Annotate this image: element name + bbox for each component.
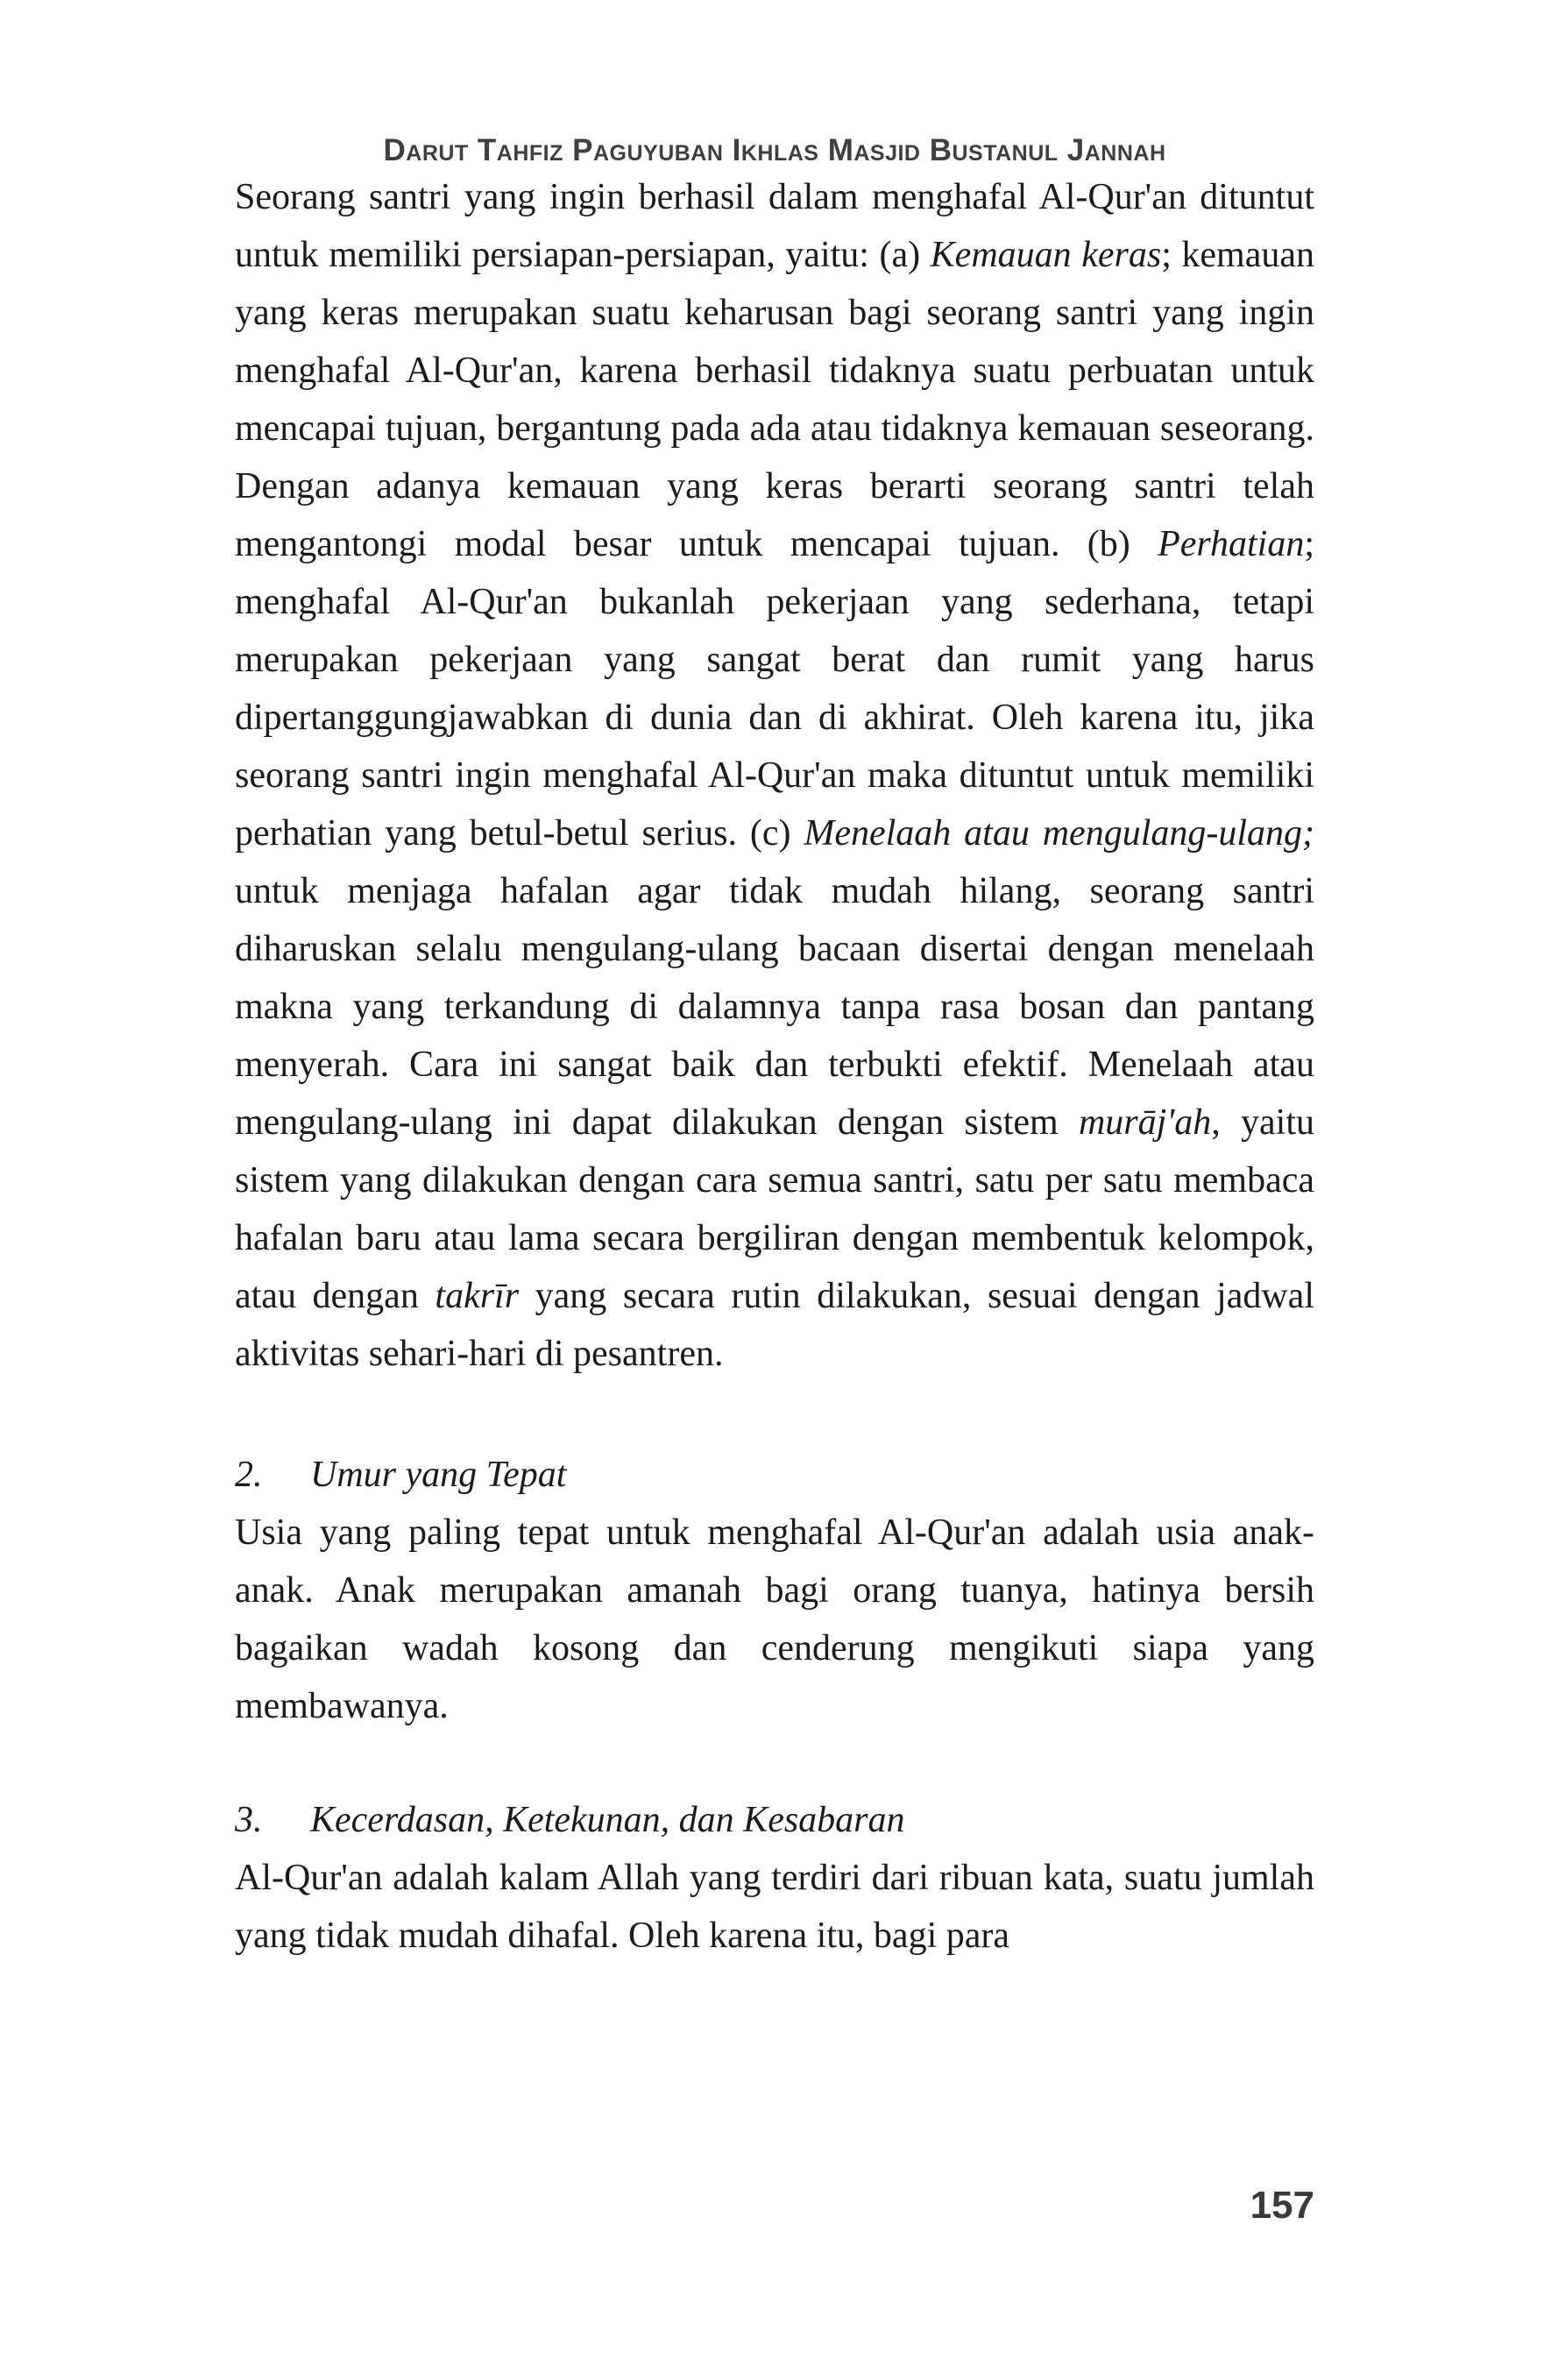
section-heading-kecerdasan bbox=[235, 1791, 1314, 1849]
body-text: ; kemauan yang keras merupakan suatu keharusan bagi seorang santri yang ingin menghafal Al-Qur'an, karena berhasil tidaknya suatu perbuatan untuk mencapai tujuan, bergantung pada ada atau tidaknya kemauan seseorang. Dengan adanya kemauan yang keras berarti seorang santri telah mengantongi modal besar untuk mencapai tujuan. (b) bbox=[235, 235, 1314, 564]
body-text: , yaitu sistem yang dilakukan dengan cara semua santri, satu per satu membaca hafalan baru atau lama secara bergiliran dengan membentuk kelompok, atau dengan bbox=[235, 1102, 1314, 1316]
section-number: 3. bbox=[235, 1800, 263, 1840]
running-header: Darut Tahfiz Paguyuban Ikhlas Masjid Bustanul Jannah bbox=[383, 133, 1166, 167]
body-text: Seorang santri yang ingin berhasil dalam menghafal Al-Qur'an dituntut untuk memiliki persiapan-persiapan, yaitu: (a) bbox=[235, 177, 1314, 275]
section-title: Umur yang Tepat bbox=[310, 1455, 567, 1495]
body-text: yang secara rutin dilakukan, sesuai dengan jadwal aktivitas sehari-hari di pesantren. bbox=[235, 1276, 1314, 1374]
section-number: 2. bbox=[235, 1455, 263, 1495]
page-number: 157 bbox=[1250, 2184, 1314, 2227]
body-text: untuk menjaga hafalan agar tidak mudah hilang, seorang santri diharuskan selalu mengulang-ulang bacaan disertai dengan menelaah makna yang terkandung di dalamnya tanpa rasa bosan dan pantang menyerah. Cara ini sangat baik dan terbukti efektif. Menelaah atau mengulang-ulang ini dapat dilakukan dengan sistem bbox=[235, 871, 1314, 1143]
emphasized-text: Kemauan keras bbox=[930, 235, 1162, 275]
body-text: ; menghafal Al-Qur'an bukanlah pekerjaan yang sederhana, tetapi merupakan pekerjaan yang sangat berat dan rumit yang harus dipertanggungjawabkan di dunia dan di akhirat. Oleh karena itu, jika seorang santri ingin menghafal Al-Qur'an maka dituntut untuk memiliki perhatian yang betul-betul serius. (c) bbox=[235, 524, 1314, 854]
body-paragraph-preparations bbox=[235, 168, 1314, 1383]
body-paragraph-kecerdasan: Al-Qur'an adalah kalam Allah yang terdiri dari ribuan kata, suatu jumlah yang tidak mudah dihafal. Oleh karena itu, bagi para bbox=[235, 1858, 1314, 1956]
emphasized-text: takrīr bbox=[435, 1276, 520, 1316]
section-heading-umur-yang-tepat bbox=[235, 1446, 1314, 1504]
text-block bbox=[235, 0, 1314, 1965]
emphasized-text: Menelaah atau mengulang-ulang; bbox=[804, 813, 1315, 854]
body-paragraph-umur-yang-tepat: Usia yang paling tepat untuk menghafal Al-Qur'an adalah usia anak-anak. Anak merupakan amanah bagi orang tuanya, hatinya bersih bagaikan wadah kosong dan cenderung mengikuti siapa yang membawanya. bbox=[235, 1512, 1314, 1726]
emphasized-text: Perhatian bbox=[1158, 524, 1305, 564]
emphasized-text: murāj'ah bbox=[1078, 1102, 1212, 1143]
section-title: Kecerdasan, Ketekunan, dan Kesabaran bbox=[310, 1800, 905, 1840]
